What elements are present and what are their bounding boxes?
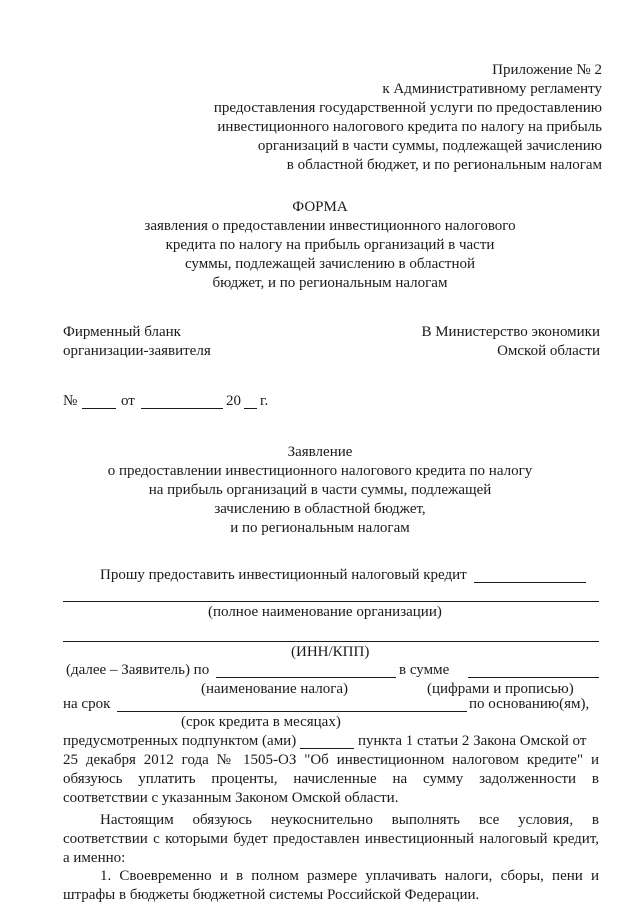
paragraph-text: 25 декабря 2012 года № 1505-ОЗ "Об инвестиционном налоговом кредите" и (63, 752, 599, 768)
amount-label: в сумме (399, 662, 450, 678)
appendix-line: в областной бюджет, и по региональным налогам (286, 157, 602, 173)
statement-line: зачислению в областной бюджет, (214, 501, 426, 517)
paragraph-text: штрафы в бюджеты бюджетной системы Российской Федерации. (63, 887, 480, 903)
amount-field[interactable] (468, 677, 599, 678)
appendix-line: предоставления государственной услуги по предоставлению (213, 100, 602, 116)
form-title-line: суммы, подлежащей зачислению в областной (184, 256, 476, 272)
paragraph-text: соответствии с указанным Законом Омской области. (63, 790, 399, 806)
paragraph-text: пункта 1 статьи 2 Закона Омской от (358, 733, 587, 749)
amount-caption: (цифрами и прописью) (427, 681, 574, 697)
number-blank[interactable] (82, 408, 116, 409)
year-blank[interactable] (244, 408, 257, 409)
paragraph-text: соответствии с которыми будет предоставлен инвестиционный налоговый кредит, (63, 831, 599, 847)
tax-caption: (наименование налога) (201, 681, 348, 697)
letterhead-label: организации-заявителя (63, 343, 211, 359)
term-prefix: на срок (63, 696, 111, 712)
letterhead-label: Фирменный бланк (63, 324, 181, 340)
basis-label: по основанию(ям), (469, 696, 590, 712)
statement-line: на прибыль организаций в части суммы, подлежащей (148, 482, 492, 498)
paragraph-text: 1. Своевременно и в полном размере уплачивать налоги, сборы, пени и (100, 868, 599, 884)
tax-name-field[interactable] (216, 677, 396, 678)
request-text: Прошу предоставить инвестиционный налоговый кредит (100, 567, 467, 583)
year-suffix: г. (260, 393, 269, 409)
inn-kpp-field[interactable] (63, 641, 599, 642)
form-heading: ФОРМА (292, 199, 348, 215)
credit-blank[interactable] (474, 582, 586, 583)
statement-line: о предоставлении инвестиционного налогового кредита по налогу (107, 463, 533, 479)
paragraph-text: предусмотренных подпунктом (ами) (63, 733, 297, 749)
appendix-line: инвестиционного налогового кредита по налогу на прибыль (217, 119, 602, 135)
date-blank[interactable] (141, 408, 223, 409)
applicant-prefix: (далее – Заявитель) по (66, 662, 210, 678)
form-title-line: заявления о предоставлении инвестиционного налогового (144, 218, 516, 234)
appendix-number: Приложение № 2 (492, 62, 602, 78)
statement-heading: Заявление (287, 444, 353, 460)
appendix-line: к Административному регламенту (382, 81, 602, 97)
term-caption: (срок кредита в месяцах) (181, 714, 341, 730)
number-sign: № (63, 393, 78, 409)
paragraph-text: а именно: (63, 850, 126, 866)
term-field[interactable] (117, 711, 467, 712)
paragraph-text: обязуюсь уплатить проценты, начисленные на сумму задолженности в (63, 771, 599, 787)
statement-line: и по региональным налогам (230, 520, 410, 536)
form-title-line: кредита по налогу на прибыль организаций в части (165, 237, 495, 253)
paragraph-text: Настоящим обязуюсь неукоснительно выполнять все условия, в (100, 812, 599, 828)
inn-kpp-caption: (ИНН/КПП) (291, 644, 370, 660)
year-prefix: 20 (226, 393, 241, 409)
form-title-line: бюджет, и по региональным налогам (212, 275, 448, 291)
date-from: от (121, 393, 135, 409)
organization-caption: (полное наименование организации) (208, 604, 442, 620)
organization-name-field[interactable] (63, 601, 599, 602)
subparagraph-field[interactable] (300, 748, 354, 749)
appendix-line: организаций в части суммы, подлежащей зачислению (257, 138, 602, 154)
addressee: В Министерство экономики (421, 324, 600, 340)
addressee: Омской области (497, 343, 600, 359)
